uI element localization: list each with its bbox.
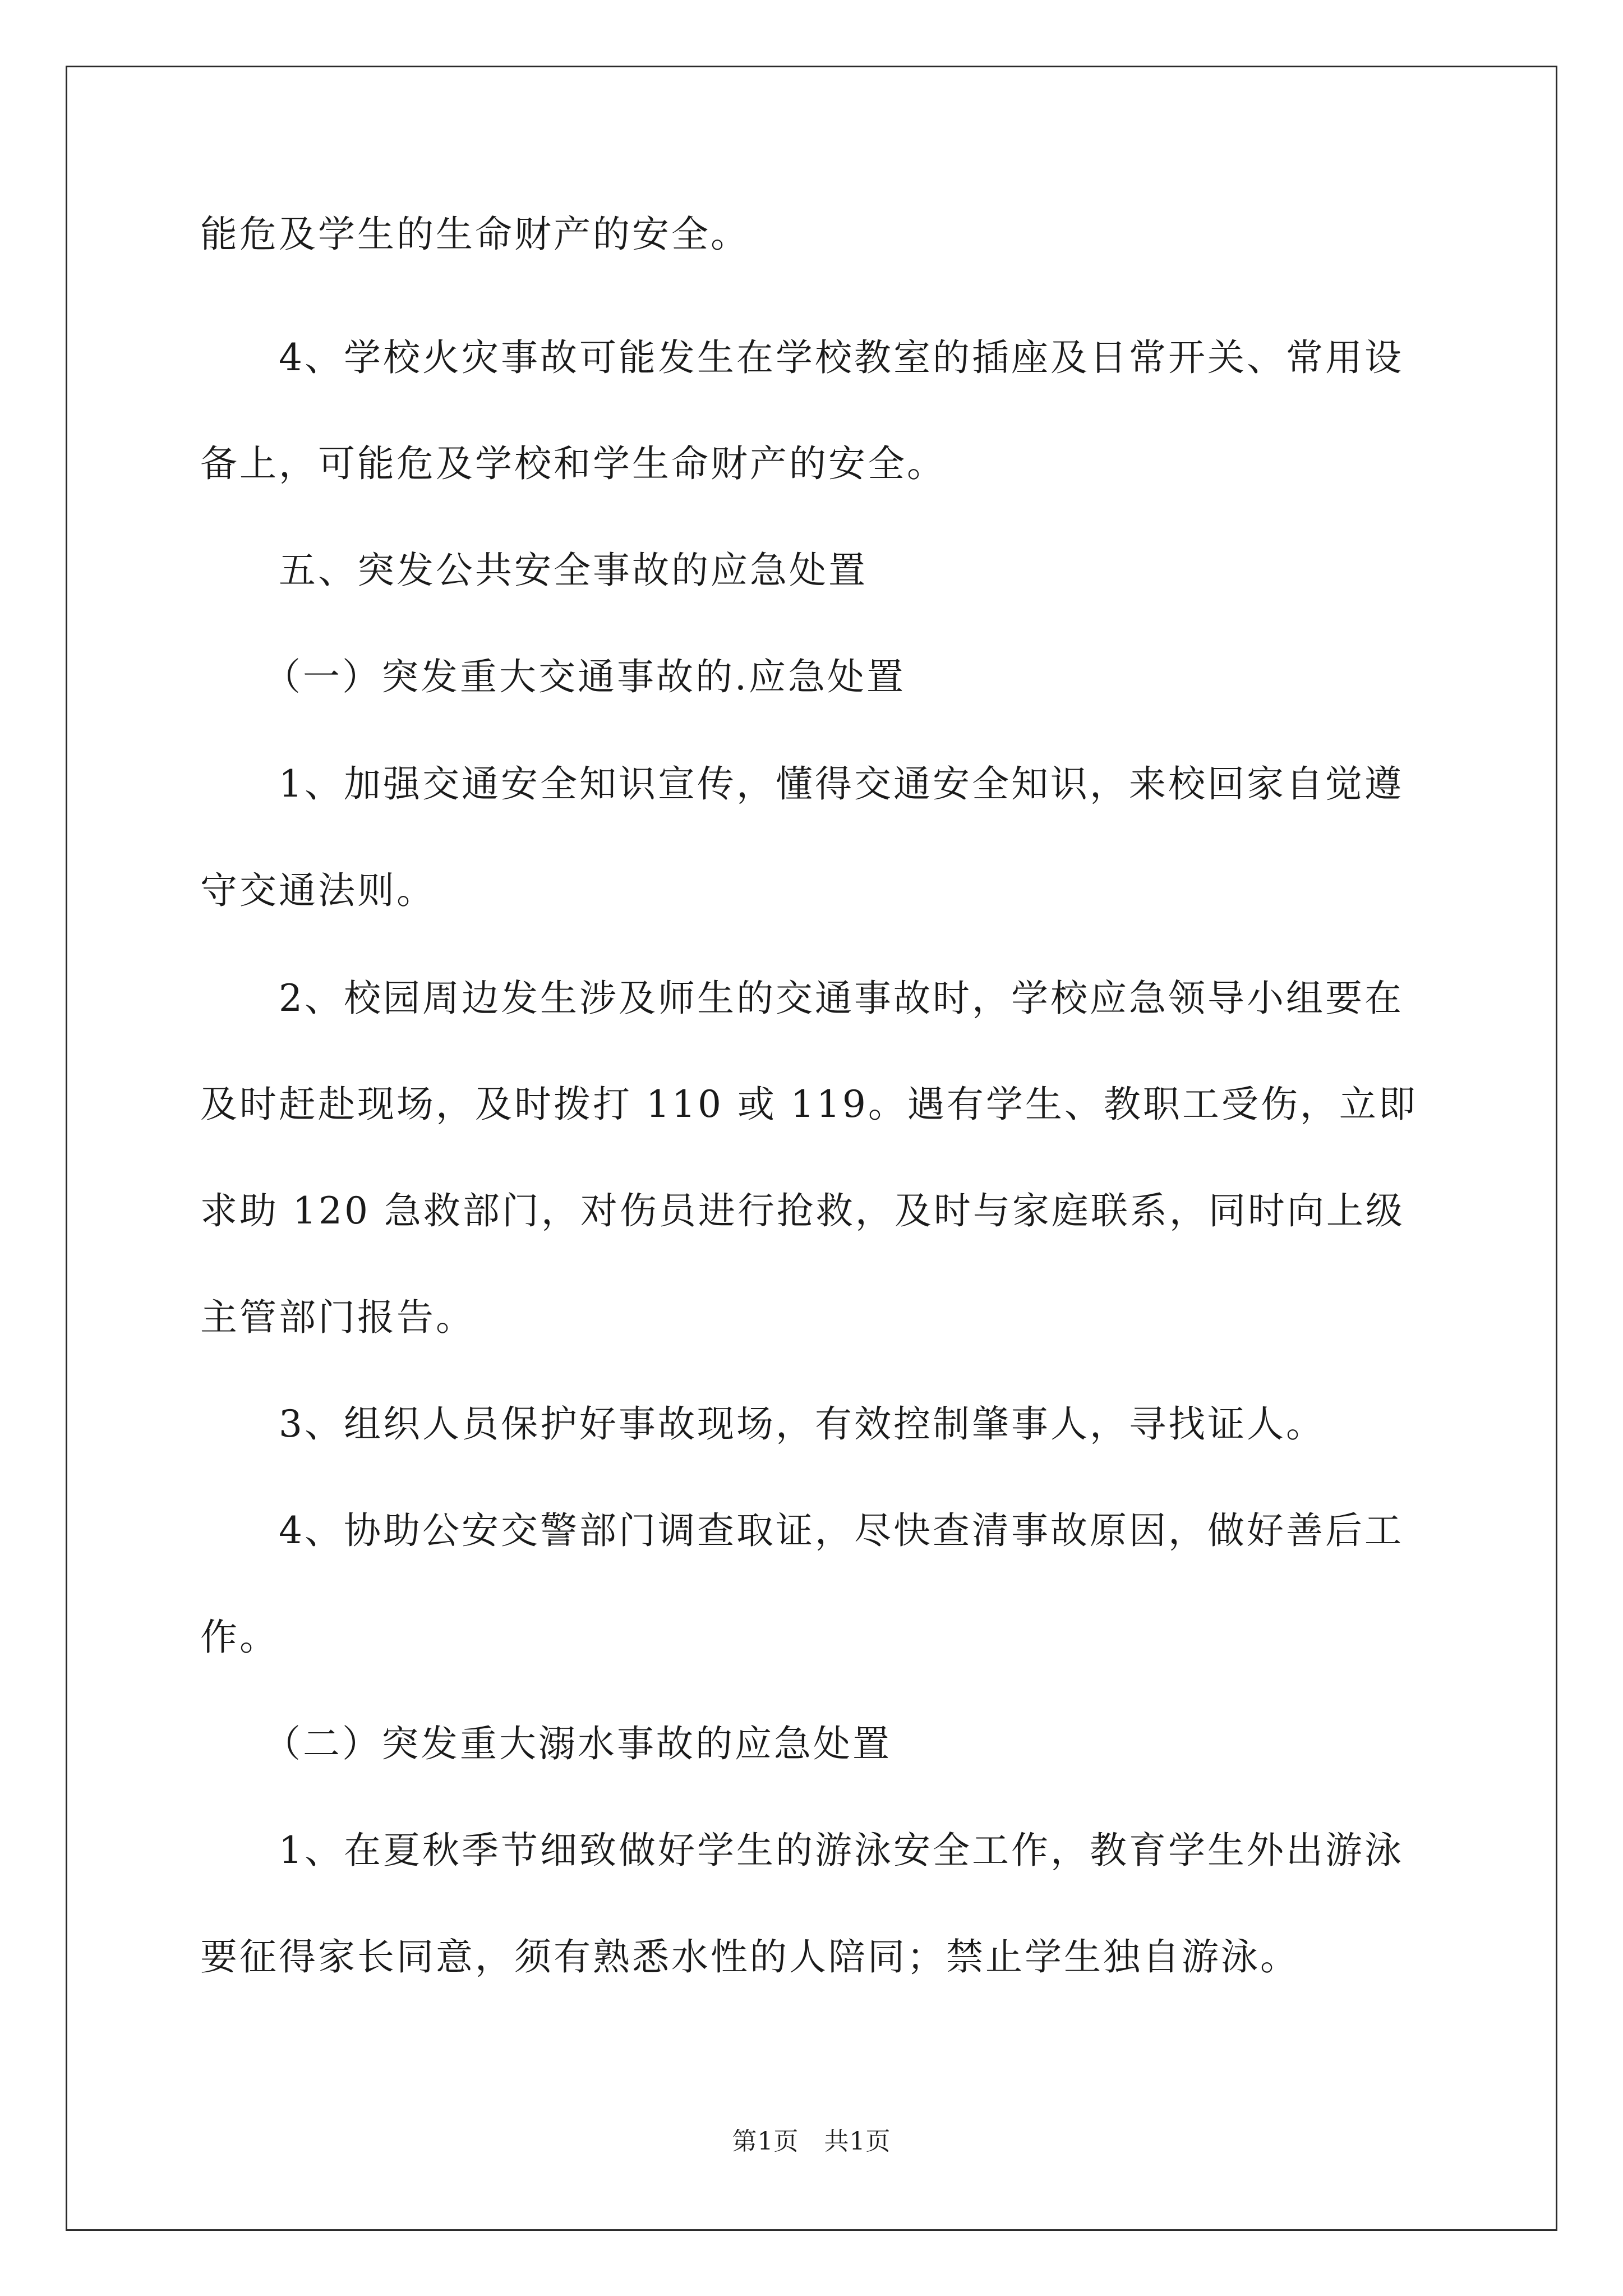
text-line: 作。	[200, 1616, 279, 1659]
text-line: 4、学校火灾事故可能发生在学校教室的插座及日常开关、常用设	[279, 336, 1404, 379]
text-line: 3、组织人员保护好事故现场，有效控制肇事人，寻找证人。	[279, 1402, 1325, 1446]
text-line: 及时赶赴现场，及时拨打 110 或 119。遇有学生、教职工受伤，立即	[200, 1083, 1418, 1126]
text-line: 备上，可能危及学校和学生命财产的安全。	[200, 442, 946, 485]
text-line: 主管部门报告。	[200, 1296, 475, 1339]
text-line: 4、协助公安交警部门调查取证，尽快查清事故原因，做好善后工	[279, 1509, 1404, 1552]
text-line: 守交通法则。	[200, 869, 436, 912]
text-line: 求助 120 急救部门，对伤员进行抢救，及时与家庭联系，同时向上级	[200, 1189, 1405, 1232]
text-line: 2、校园周边发生涉及师生的交通事故时，学校应急领导小组要在	[279, 977, 1404, 1020]
section-heading: 五、突发公共安全事故的应急处置	[279, 549, 868, 592]
text-line: 1、在夏秋季节细致做好学生的游泳安全工作，教育学生外出游泳	[279, 1829, 1404, 1872]
text-line: 能危及学生的生命财产的安全。	[200, 213, 750, 256]
page-border	[66, 66, 1557, 2231]
text-line: 1、加强交通安全知识宣传，懂得交通安全知识，来校回家自觉遵	[279, 762, 1404, 806]
text-line: 要征得家长同意，须有熟悉水性的人陪同；禁止学生独自游泳。	[200, 1935, 1299, 1978]
subsection-heading: （二）突发重大溺水事故的应急处置	[264, 1722, 892, 1765]
page-footer: 第1页 共1页	[732, 2127, 891, 2156]
subsection-heading: （一）突发重大交通事故的.应急处置	[264, 655, 906, 698]
